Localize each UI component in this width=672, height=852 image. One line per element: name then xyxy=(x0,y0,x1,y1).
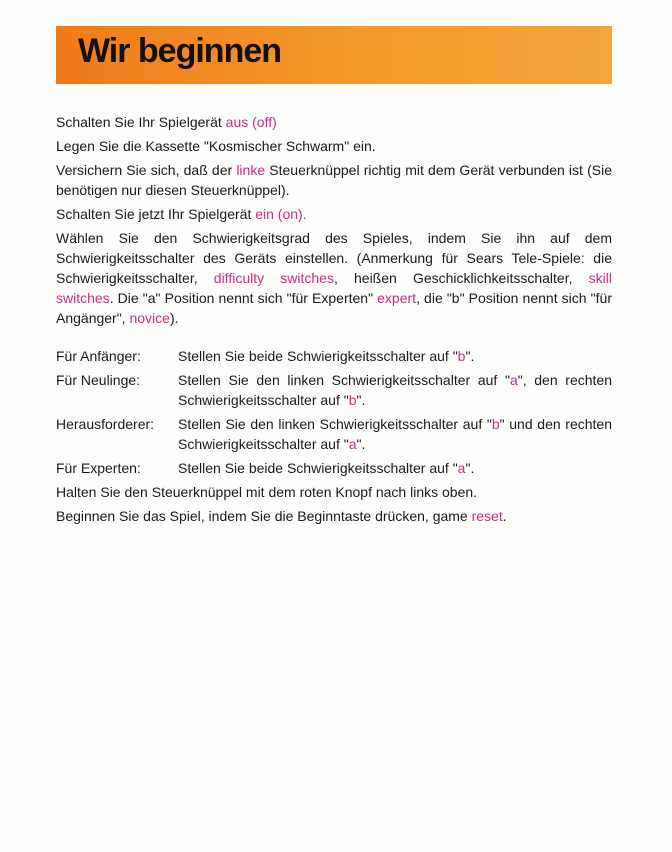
step-insert-cartridge xyxy=(56,136,612,156)
switch-position: b xyxy=(491,416,500,432)
text: . Die "a" Position nennt sich "für Experten" xyxy=(109,290,378,306)
text: Stellen Sie beide Schwierigkeitsschalter auf " xyxy=(178,460,458,476)
switch-position: b xyxy=(348,392,357,408)
instructions-body xyxy=(56,112,612,530)
text: ". xyxy=(356,436,366,452)
text: Wählen Sie den Schwierigkeitsgrad des Spieles, indem Sie ihn auf dem Schwierigkeitsschalter des Geräts einstellen. (Anmerkung für Sears Tele-Spiele: die Schwierigkeitsschalter, xyxy=(56,230,612,286)
highlight-term: linke xyxy=(236,162,266,178)
highlight-term: reset xyxy=(471,508,503,524)
highlight-term: ein (on). xyxy=(255,206,307,222)
level-label: Für Anfänger: xyxy=(56,348,141,364)
highlight-term: aus (off) xyxy=(225,114,277,130)
text: , heißen Geschicklichkeitsschalter, xyxy=(333,270,589,286)
text: Stellen Sie den linken Schwierigkeitsschalter auf " xyxy=(178,416,492,432)
text: ". xyxy=(356,392,366,408)
switch-position: a xyxy=(457,460,466,476)
text: Schalten Sie Ihr Spielgerät xyxy=(56,114,226,130)
step-start-game xyxy=(56,506,612,526)
text: Legen Sie die Kassette "Kosmischer Schwarm" ein. xyxy=(56,138,376,154)
text: ). xyxy=(169,310,179,326)
step-power-off xyxy=(56,112,612,132)
level-row-challenger xyxy=(56,414,612,454)
text: Stellen Sie den linken Schwierigkeitsschalter auf " xyxy=(178,372,510,388)
level-description xyxy=(178,346,612,366)
level-row-expert xyxy=(56,458,612,478)
level-row-beginner xyxy=(56,346,612,366)
text: Beginnen Sie das Spiel, indem Sie die Beginntaste drücken, game xyxy=(56,508,472,524)
title-banner xyxy=(56,26,612,84)
text: " und den rechten Schwierigkeitsschalter auf " xyxy=(178,416,612,452)
highlight-term: novice xyxy=(129,310,170,326)
spacer xyxy=(56,332,612,346)
text: ". xyxy=(465,348,475,364)
text: Steuerknüppel richtig mit dem Gerät verbunden ist (Sie benötigen nur diesen Steuerknüppel). xyxy=(56,162,612,198)
highlight-term: difficulty switches xyxy=(213,270,334,286)
level-label: Herausforderer: xyxy=(56,416,155,432)
highlight-term: expert xyxy=(377,290,417,306)
level-description xyxy=(178,370,612,410)
level-label: Für Experten: xyxy=(56,460,141,476)
text: ", den rechten Schwierigkeitsschalter auf " xyxy=(178,372,612,408)
step-power-on xyxy=(56,204,612,224)
step-check-joystick xyxy=(56,160,612,200)
text: Versichern Sie sich, daß der xyxy=(56,162,237,178)
step-hold-joystick xyxy=(56,482,612,502)
text: Halten Sie den Steuerknüppel mit dem roten Knopf nach links oben. xyxy=(56,484,478,500)
level-description xyxy=(178,458,612,478)
text: . xyxy=(502,508,507,524)
switch-position: b xyxy=(457,348,466,364)
switch-position: a xyxy=(509,372,518,388)
text: Schalten Sie jetzt Ihr Spielgerät xyxy=(56,206,256,222)
level-label: Für Neulinge: xyxy=(56,372,141,388)
text: ". xyxy=(465,460,475,476)
text: , die "b" Position nennt sich "für Angänger", xyxy=(56,290,612,326)
page-title: Wir beginnen xyxy=(78,32,282,70)
text: Stellen Sie beide Schwierigkeitsschalter auf " xyxy=(178,348,458,364)
level-description xyxy=(178,414,612,454)
highlight-term: skill switches xyxy=(56,270,612,306)
switch-position: a xyxy=(348,436,357,452)
step-difficulty xyxy=(56,228,612,328)
level-row-novice xyxy=(56,370,612,410)
